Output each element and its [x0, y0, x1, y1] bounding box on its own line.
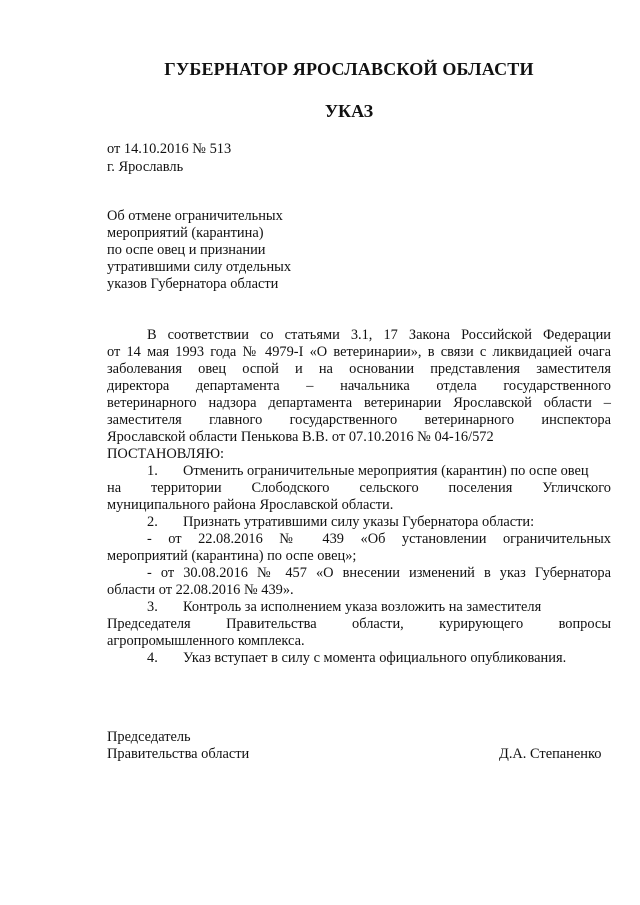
subject-line: по оспе овец и признании [107, 242, 266, 258]
date-number: от 14.10.2016 № 513 [107, 141, 232, 157]
preamble-line: директора департамента – начальника отдела государственного [107, 378, 611, 394]
item-number: 1. [147, 463, 158, 479]
subject-line: утратившими силу отдельных [107, 259, 292, 275]
subject-line: указов Губернатора области [107, 276, 279, 292]
item-2-bullet: - от 30.08.2016 № 457 «О внесении изменений в указ Губернатора [147, 565, 611, 581]
item-3-line: Председателя Правительства области, курирующего вопросы [107, 616, 611, 632]
item-1-line: муниципального района Ярославской области. [107, 497, 394, 513]
preamble-line: Ярославской области Пенькова В.В. от 07.10.2016 № 04-16/572 [107, 429, 494, 445]
item-1: 1. Отменить ограничительные мероприятия (карантин) по оспе овец [107, 463, 611, 480]
document-type: УКАЗ [324, 101, 374, 121]
preamble-line: заместителя главного государственного ветеринарного инспектора [107, 412, 611, 428]
item-2: 2. Признать утратившими силу указы Губернатора области: [107, 514, 611, 531]
preamble-line: заболевания овец оспой и на основании представления заместителя [107, 361, 611, 377]
preamble-line: В соответствии со статьями 3.1, 17 Закона Российской Федерации [147, 327, 611, 343]
item-3-line: агропромышленного комплекса. [107, 633, 305, 649]
decree-word: ПОСТАНОВЛЯЮ: [107, 446, 225, 462]
preamble-line: ветеринарного надзора департамента ветеринарии Ярославской области – [107, 395, 611, 411]
item-4: 4. Указ вступает в силу с момента официального опубликования. [107, 650, 611, 667]
signatory-position: Председатель [107, 729, 191, 745]
signatory-position: Правительства области [107, 746, 250, 762]
item-3: 3. Контроль за исполнением указа возложить на заместителя [107, 599, 611, 616]
item-number: 4. [147, 650, 158, 666]
signatory-name: Д.А. Степаненко [499, 746, 602, 762]
preamble-line: от 14 мая 1993 года № 4979-I «О ветеринарии», в связи с ликвидацией очага [107, 344, 611, 360]
item-2-bullet-line: области от 22.08.2016 № 439». [107, 582, 294, 598]
item-number: 3. [147, 599, 158, 615]
city: г. Ярославль [107, 159, 184, 175]
issuer-title: ГУБЕРНАТОР ЯРОСЛАВСКОЙ ОБЛАСТИ [164, 59, 534, 79]
item-1-line: на территории Слободского сельского поселения Угличского [107, 480, 611, 496]
preamble [107, 327, 611, 667]
item-2-bullet: - от 22.08.2016 № 439 «Об установлении ограничительных [147, 531, 611, 547]
subject-line: мероприятий (карантина) [107, 225, 264, 241]
subject-line: Об отмене ограничительных [107, 208, 283, 224]
item-2-bullet-line: мероприятий (карантина) по оспе овец»; [107, 548, 357, 564]
item-number: 2. [147, 514, 158, 530]
